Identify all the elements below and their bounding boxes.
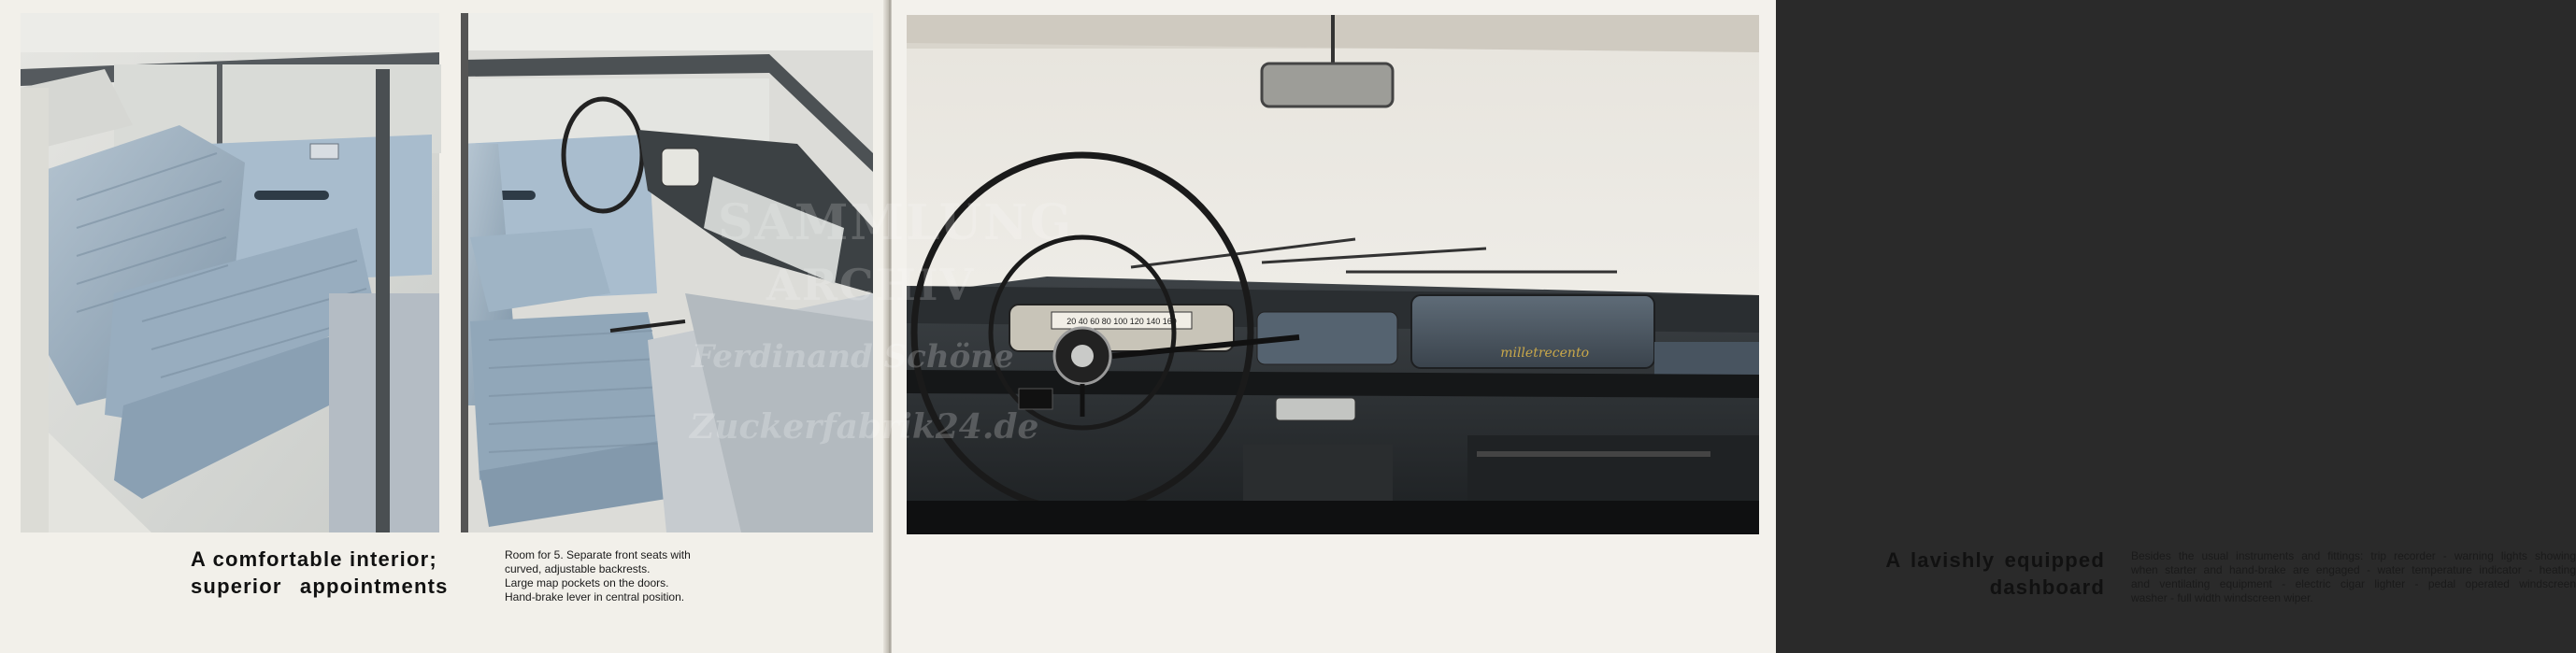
dashboard-description-line-3: and ventilating equipment - electric cigar lighter - pedal operated windscreen (2131, 577, 2576, 590)
dashboard-photo (907, 15, 1759, 534)
dashboard-description-line-1: Besides the usual instruments and fittings: trip recorder - warning lights showing (2131, 549, 2576, 562)
front-seat-photo (461, 13, 873, 532)
rear-seat-photo (21, 13, 439, 532)
interior-description-line-3: Large map pockets on the doors. (505, 576, 669, 589)
dashboard-description-line-4: washer - full width windscreen wiper. (2131, 591, 2313, 604)
dashboard-heading-line-2: dashboard (1989, 575, 2105, 599)
interior-heading-line-2: superior appointments (191, 575, 449, 598)
dashboard-script-badge: milletrecento (1500, 346, 1589, 361)
interior-heading (191, 546, 480, 600)
dashboard-description-line-2: when starter and hand-brake are engaged - water temperature indicator - heating (2131, 563, 2576, 576)
left-page (0, 0, 888, 653)
speedometer-ticks: 20 40 60 80 100 120 140 160 (1066, 317, 1177, 326)
interior-description-line-2: curved, adjustable backrests. (505, 562, 651, 575)
interior-description-line-4: Hand-brake lever in central position. (505, 590, 685, 603)
watermark-name: Ferdinand Schöne (692, 338, 1014, 376)
interior-heading-line-1: A comfortable interior; (191, 547, 437, 571)
dashboard-heading-line-1: A lavishly equipped (1885, 548, 2105, 572)
interior-description (505, 548, 738, 604)
interior-description-line-1: Room for 5. Separate front seats with (505, 548, 691, 561)
dashboard-description (2131, 549, 2576, 605)
dashboard-heading (1843, 547, 2105, 601)
watermark-site: Zuckerfabrik24.de (690, 407, 1039, 447)
